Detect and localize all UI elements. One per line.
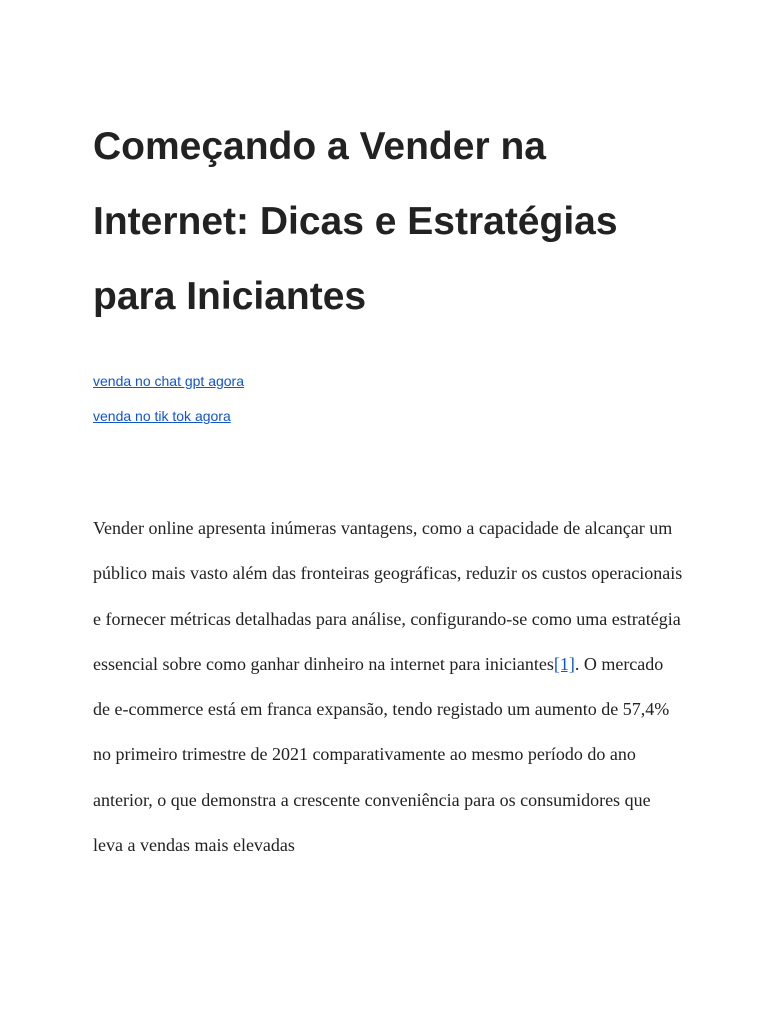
paragraph-text-part1: Vender online apresenta inúmeras vantagens, como a capacidade de alcançar um público mais vasto além das fronteiras geográficas, reduzir os custos operacionais e fornecer métricas detalhadas para análise, configurando-se como uma estratégia essencial sobre como ganhar dinheiro na internet para iniciantes: [93, 518, 683, 674]
link-venda-tik-tok[interactable]: venda no tik tok agora: [93, 408, 231, 424]
paragraph-text-part2: . O mercado de e-commerce está em franca expansão, tendo registado um aumento de 57,4% no primeiro trimestre de 2021 comparativamente ao mesmo período do ano anterior, o que demonstra a crescente conveniência para os consumidores que leva a vendas mais elevadas: [93, 653, 670, 856]
link-list: [93, 371, 244, 441]
citation-link[interactable]: [1]: [553, 653, 575, 674]
page-title: Começando a Vender na Internet: Dicas e Estratégias para Iniciantes: [93, 125, 618, 318]
body-paragraph: [93, 506, 683, 868]
link-venda-chat-gpt[interactable]: venda no chat gpt agora: [93, 373, 245, 389]
